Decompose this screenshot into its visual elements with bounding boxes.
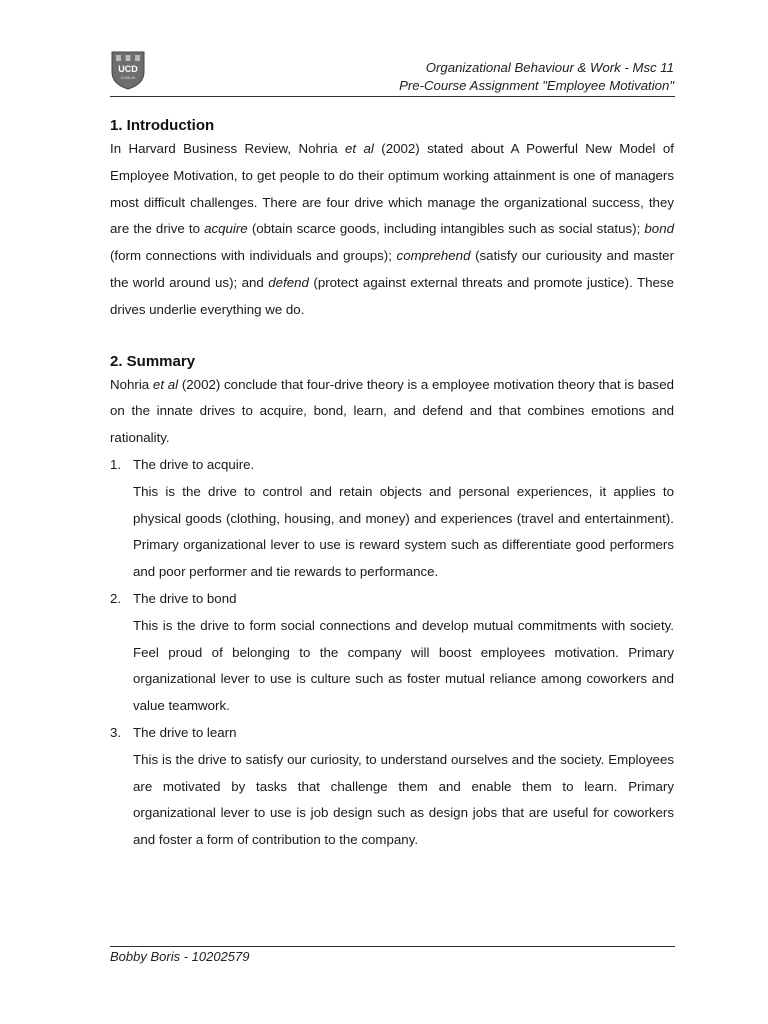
header-course-line: Organizational Behaviour & Work - Msc 11 xyxy=(425,60,674,75)
svg-text:UCD: UCD xyxy=(118,64,138,74)
italic-text: et al xyxy=(345,141,374,156)
italic-text: et al xyxy=(152,376,179,392)
italic-text: acquire xyxy=(204,221,248,237)
section-title-introduction: 1. Introduction xyxy=(110,117,215,134)
list-item-title: The drive to acquire. xyxy=(133,456,255,472)
italic-text: comprehend xyxy=(396,248,471,264)
text-run: (2002) stated about A Powerful New Model of Employee Motivation, to get people to do their optimum working attainment is one of managers most difficult challenges. There are four drive which manage the organizational success, they are the drive to xyxy=(110,141,674,237)
list-item-number: 1. xyxy=(110,456,122,472)
list-item xyxy=(110,452,674,586)
svg-text:DUBLIN: DUBLIN xyxy=(120,75,136,80)
text-run: Nohria xyxy=(110,376,153,392)
summary-paragraph xyxy=(110,372,674,452)
header-divider xyxy=(110,96,675,97)
text-run: (obtain scarce goods, including intangibles such as social status); xyxy=(247,221,645,237)
text-run: (form connections with individuals and groups); xyxy=(110,248,397,264)
list-item xyxy=(110,586,674,720)
list-item-body: This is the drive to satisfy our curiosity, to understand ourselves and the society. Employees are motivated by tasks that challenge them and enable them to learn. Primary organizational lever to use is job design such as design jobs that are useful for coworkers and foster a form of contribution to the company. xyxy=(133,751,674,848)
text-run: In Harvard Business Review, Nohria xyxy=(110,141,346,156)
introduction-paragraph xyxy=(110,136,674,324)
section-title-summary: 2. Summary xyxy=(110,352,196,370)
footer-divider xyxy=(110,946,675,947)
list-item-body: This is the drive to form social connections and develop mutual commitments with society. Feel proud of belonging to the company will boost employees motivation. Primary organizational lever to use is culture such as foster mutual reliance among coworkers and value teamwork. xyxy=(133,617,674,714)
document-body xyxy=(110,116,674,854)
list-item-title: The drive to bond xyxy=(133,590,237,606)
list-item-body: This is the drive to control and retain objects and personal experiences, it applies to physical goods (clothing, housing, and money) and experiences (travel and entertainment). Primary organizational lever to use is reward system such as differentiate good performers and poor performer and tie rewards to performance. xyxy=(133,483,674,580)
list-item-number: 3. xyxy=(110,724,122,740)
italic-text: bond xyxy=(644,221,674,237)
list-item xyxy=(110,720,674,854)
ucd-logo xyxy=(110,50,146,90)
page-header xyxy=(399,59,674,95)
text-run: (satisfy our curiousity and master the world around us); and xyxy=(110,248,674,290)
header-assignment-line: Pre-Course Assignment "Employee Motivation" xyxy=(399,78,674,93)
footer-author: Bobby Boris - 10202579 xyxy=(110,949,250,964)
italic-text: defend xyxy=(268,274,309,290)
text-run: (2002) conclude that four-drive theory is a employee motivation theory that is based on the innate drives to acquire, bond, learn, and defend and that combines emotions and rationality. xyxy=(110,376,674,446)
text-run: (protect against external threats and promote justice). These drives underlie everything we do. xyxy=(110,274,674,317)
list-item-number: 2. xyxy=(110,590,122,606)
list-item-title: The drive to learn xyxy=(133,724,237,740)
